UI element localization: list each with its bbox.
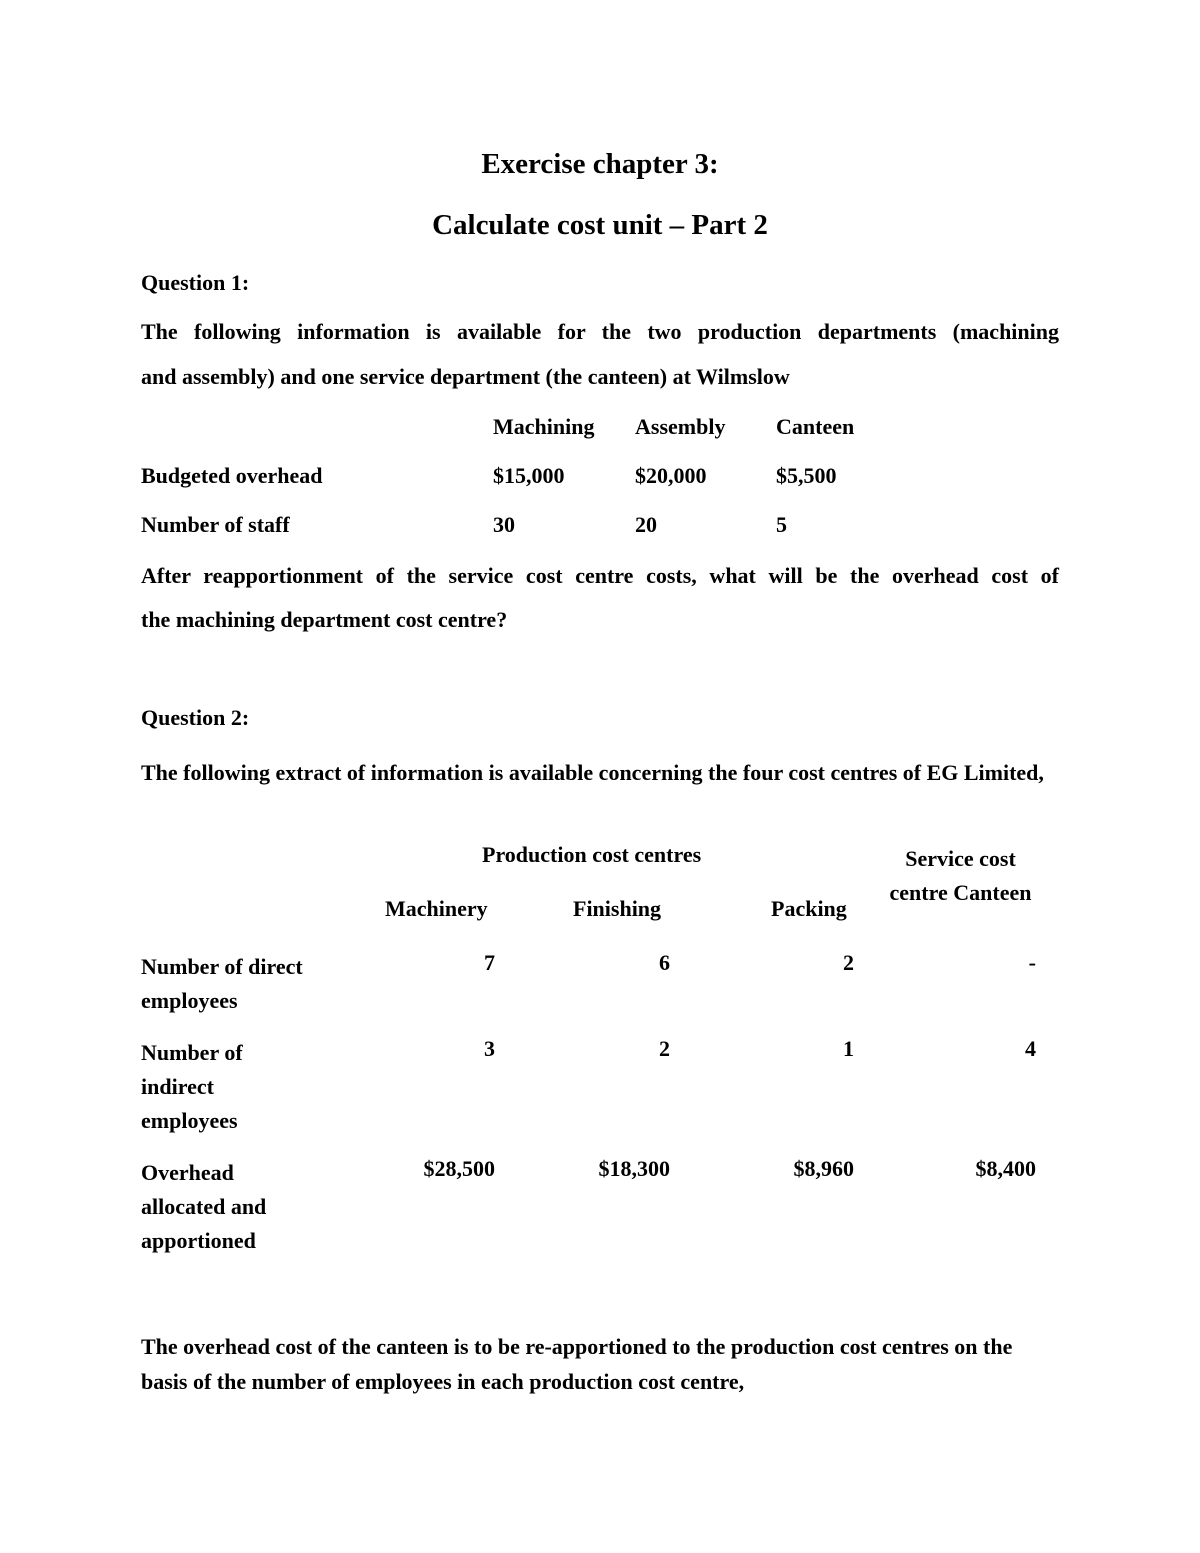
question-1-heading: Question 1: — [141, 270, 250, 295]
q1-row-label-budgeted-overhead: Budgeted overhead — [141, 463, 323, 488]
q2-cell-packing-overhead: $8,960 — [793, 1156, 854, 1181]
q1-cell-assembly-overhead: $20,000 — [635, 463, 707, 488]
q2-group-header-service: Service cost centre Canteen — [889, 846, 1032, 905]
page-subtitle: Calculate cost unit – Part 2 — [432, 209, 768, 241]
question-2-intro: The following extract of information is available concerning the four cost centres of EG Limited, — [141, 760, 1044, 785]
q2-cell-packing-indirect: 1 — [843, 1036, 854, 1061]
question-1-text-line-2: the machining department cost centre? — [141, 607, 508, 632]
question-1-intro-line-1: The following information is available for the two production departments (machining — [141, 319, 1059, 344]
q1-cell-assembly-staff: 20 — [635, 512, 657, 537]
q2-cell-machinery-direct: 7 — [484, 950, 495, 975]
q2-cell-machinery-overhead: $28,500 — [423, 1156, 495, 1181]
question-2-heading: Question 2: — [141, 705, 250, 730]
q2-cell-packing-direct: 2 — [843, 950, 854, 975]
question-1-intro-line-2: and assembly) and one service department (the canteen) at Wilmslow — [141, 364, 790, 389]
question-2-closing: The overhead cost of the canteen is to be re-apportioned to the production cost centres on the basis of the number of employees in each production cost centre, — [141, 1334, 1013, 1394]
q2-cell-finishing-direct: 6 — [659, 950, 670, 975]
q1-col-header-machining: Machining — [493, 414, 595, 439]
q2-group-header-production: Production cost centres — [482, 842, 702, 867]
q1-cell-machining-overhead: $15,000 — [493, 463, 565, 488]
q1-cell-machining-staff: 30 — [493, 512, 515, 537]
q2-row-label-direct-employees: Number of direct employees — [141, 954, 303, 1013]
q2-row-label-indirect-employees: Number of indirect employees — [141, 1040, 243, 1133]
q2-cell-canteen-overhead: $8,400 — [975, 1156, 1036, 1181]
q2-cell-finishing-overhead: $18,300 — [598, 1156, 670, 1181]
q2-cell-finishing-indirect: 2 — [659, 1036, 670, 1061]
q2-cell-canteen-indirect: 4 — [1025, 1036, 1036, 1061]
q2-row-label-overhead: Overhead allocated and apportioned — [141, 1160, 267, 1253]
page-title: Exercise chapter 3: — [481, 148, 719, 180]
q1-col-header-assembly: Assembly — [635, 414, 726, 439]
q1-row-label-number-of-staff: Number of staff — [141, 512, 290, 537]
q2-col-header-machinery: Machinery — [385, 896, 488, 921]
q2-col-header-packing: Packing — [771, 896, 847, 921]
q2-cell-machinery-indirect: 3 — [484, 1036, 495, 1061]
q1-col-header-canteen: Canteen — [776, 414, 855, 439]
q2-cell-canteen-direct: - — [1028, 950, 1036, 975]
q2-col-header-finishing: Finishing — [573, 896, 662, 921]
q1-cell-canteen-staff: 5 — [776, 512, 787, 537]
q1-cell-canteen-overhead: $5,500 — [776, 463, 837, 488]
question-1-text-line-1: After reapportionment of the service cost centre costs, what will be the overhead cost of — [141, 563, 1059, 588]
